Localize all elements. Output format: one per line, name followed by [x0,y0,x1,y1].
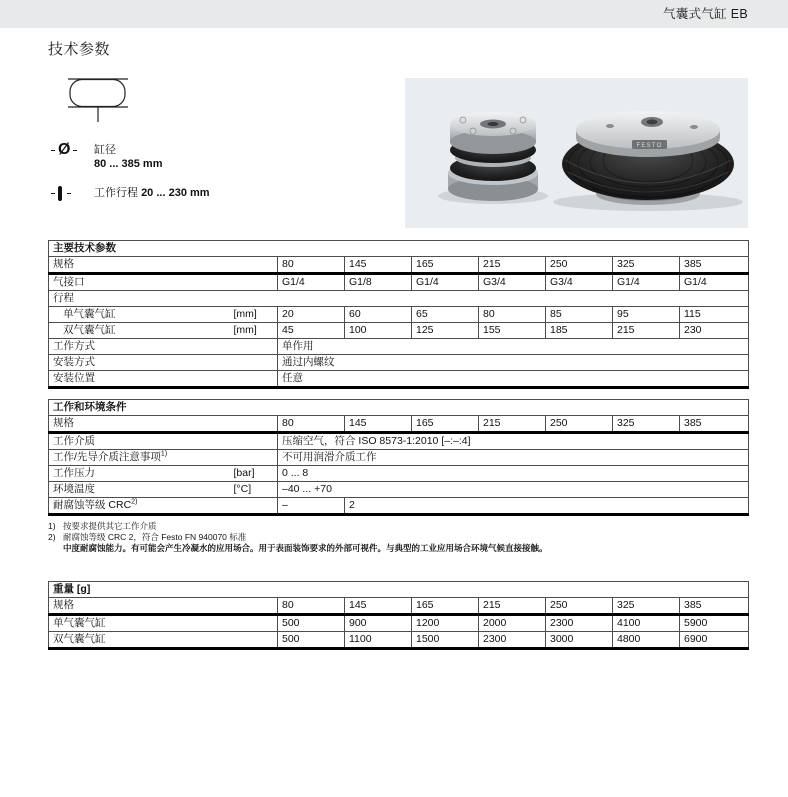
unit-label: [°C] [230,482,278,498]
footnote-ref: 1) [160,450,168,458]
table-row: 双气囊气缸 500 1100 1500 2300 3000 4800 6900 [49,632,749,649]
row-label: 双气囊气缸 [49,323,230,339]
spec-label: 规格 [49,257,278,274]
footnote-1 [48,521,748,532]
feature-diameter-text [94,141,163,171]
feature-diameter [48,141,378,171]
feature-diameter-value: 80 ... 385 mm [94,158,163,170]
table-operating-conditions [48,399,749,516]
feature-diameter-label: 缸径 [94,144,116,156]
row-label: 工作压力 [49,466,230,482]
feature-stroke-text [94,184,210,200]
tables-column [48,240,748,650]
table-row: 工作方式 单作用 [49,339,749,355]
table-row [49,400,749,416]
row-label: 工作方式 [49,339,278,355]
table-row: 双气囊气缸 [mm] 45 100 125 155 185 215 230 [49,323,749,339]
row-label: 安装方式 [49,355,278,371]
row-label: 双气囊气缸 [49,632,278,649]
table-row: 安装方式 通过内螺纹 [49,355,749,371]
feature-stroke [48,184,378,202]
stroke-icon [48,184,94,202]
row-label: 环境温度 [49,482,230,498]
row-label: 单气囊气缸 [49,615,278,632]
table-row: 规格 80 145 165 215 250 325 385 [49,416,749,433]
row-label [49,450,278,466]
table-main-parameters [48,240,749,389]
page-title: 技术参数 [48,41,111,58]
table-title: 主要技术参数 [53,242,116,254]
table-row [49,241,749,257]
table-row: 气接口 G1/4 G1/8 G1/4 G3/4 G3/4 G1/4 G1/4 [49,274,749,291]
spec-label: 规格 [49,598,278,615]
feature-stroke-label: 工作行程 [94,187,138,199]
row-label: 安装位置 [49,371,278,388]
table-row: 环境温度 [°C] –40 ... +70 [49,482,749,498]
spec-label: 规格 [49,416,278,433]
row-label: 工作介质 [49,433,278,450]
table-row: 规格 80 145 165 215 250 325 385 [49,257,749,274]
table-row: 规格 80 145 165 215 250 325 385 [49,598,749,615]
unit-label: [mm] [230,307,278,323]
table-row: 安装位置 任意 [49,371,749,388]
table-row: 单气囊气缸 500 900 1200 2000 2300 4100 5900 [49,615,749,632]
footnote-2 [48,532,748,543]
row-label-text: 耐腐蚀等级 CRC [53,499,132,511]
table-row [49,291,749,307]
single-bellows-cylinder [562,111,734,205]
unit-label: [mm] [230,323,278,339]
footnote-text: 按要求提供其它工作介质 [63,521,157,531]
table-row: 单气囊气缸 [mm] 20 60 65 80 85 95 115 [49,307,749,323]
table-title: 工作和环境条件 [53,401,127,413]
footnote-marker: 1) [48,521,56,531]
unit-label: [bar] [230,466,278,482]
row-label [49,498,278,515]
row-label-text: 工作/先导介质注意事项 [53,451,161,463]
footnote-text: 耐腐蚀等级 CRC 2，符合 Festo FN 940070 标准 [63,532,247,542]
document-title: 气囊式气缸 EB [662,7,748,21]
table-row [49,582,749,598]
footnote-marker: 2) [48,532,56,542]
table-title: 重量 [g] [53,583,91,595]
feature-list [48,141,378,215]
table-row: 工作介质 压缩空气，符合 ISO 8573-1:2010 [–:–:4] [49,433,749,450]
bellows-pictogram-icon [62,74,134,126]
product-photo [405,78,748,228]
table-row: 耐腐蚀等级 CRC$^{2)}$ – 2 [49,498,749,515]
double-bellows-cylinder [448,112,538,201]
footnote-ref: 2) [131,498,138,506]
footnote-2-continued: 中度耐腐蚀能力。有可能会产生冷凝水的应用场合。用于表面装饰要求的外部可视件。与典型的工业应用场合环境气候直接接触。 [63,543,548,553]
table-row: 工作压力 [bar] 0 ... 8 [49,466,749,482]
feature-stroke-value: 20 ... 230 mm [141,187,210,199]
footnotes [48,521,748,554]
festo-logo: FESTO [636,143,663,149]
table-weight [48,581,749,650]
table-row: 工作/先导介质注意事项$^{1)}$ 不可用润滑介质工作 [49,450,749,466]
row-label: 气接口 [49,274,278,291]
group-label: 行程 [49,291,749,307]
diameter-icon: Ø [48,141,94,159]
row-label: 单气囊气缸 [49,307,230,323]
